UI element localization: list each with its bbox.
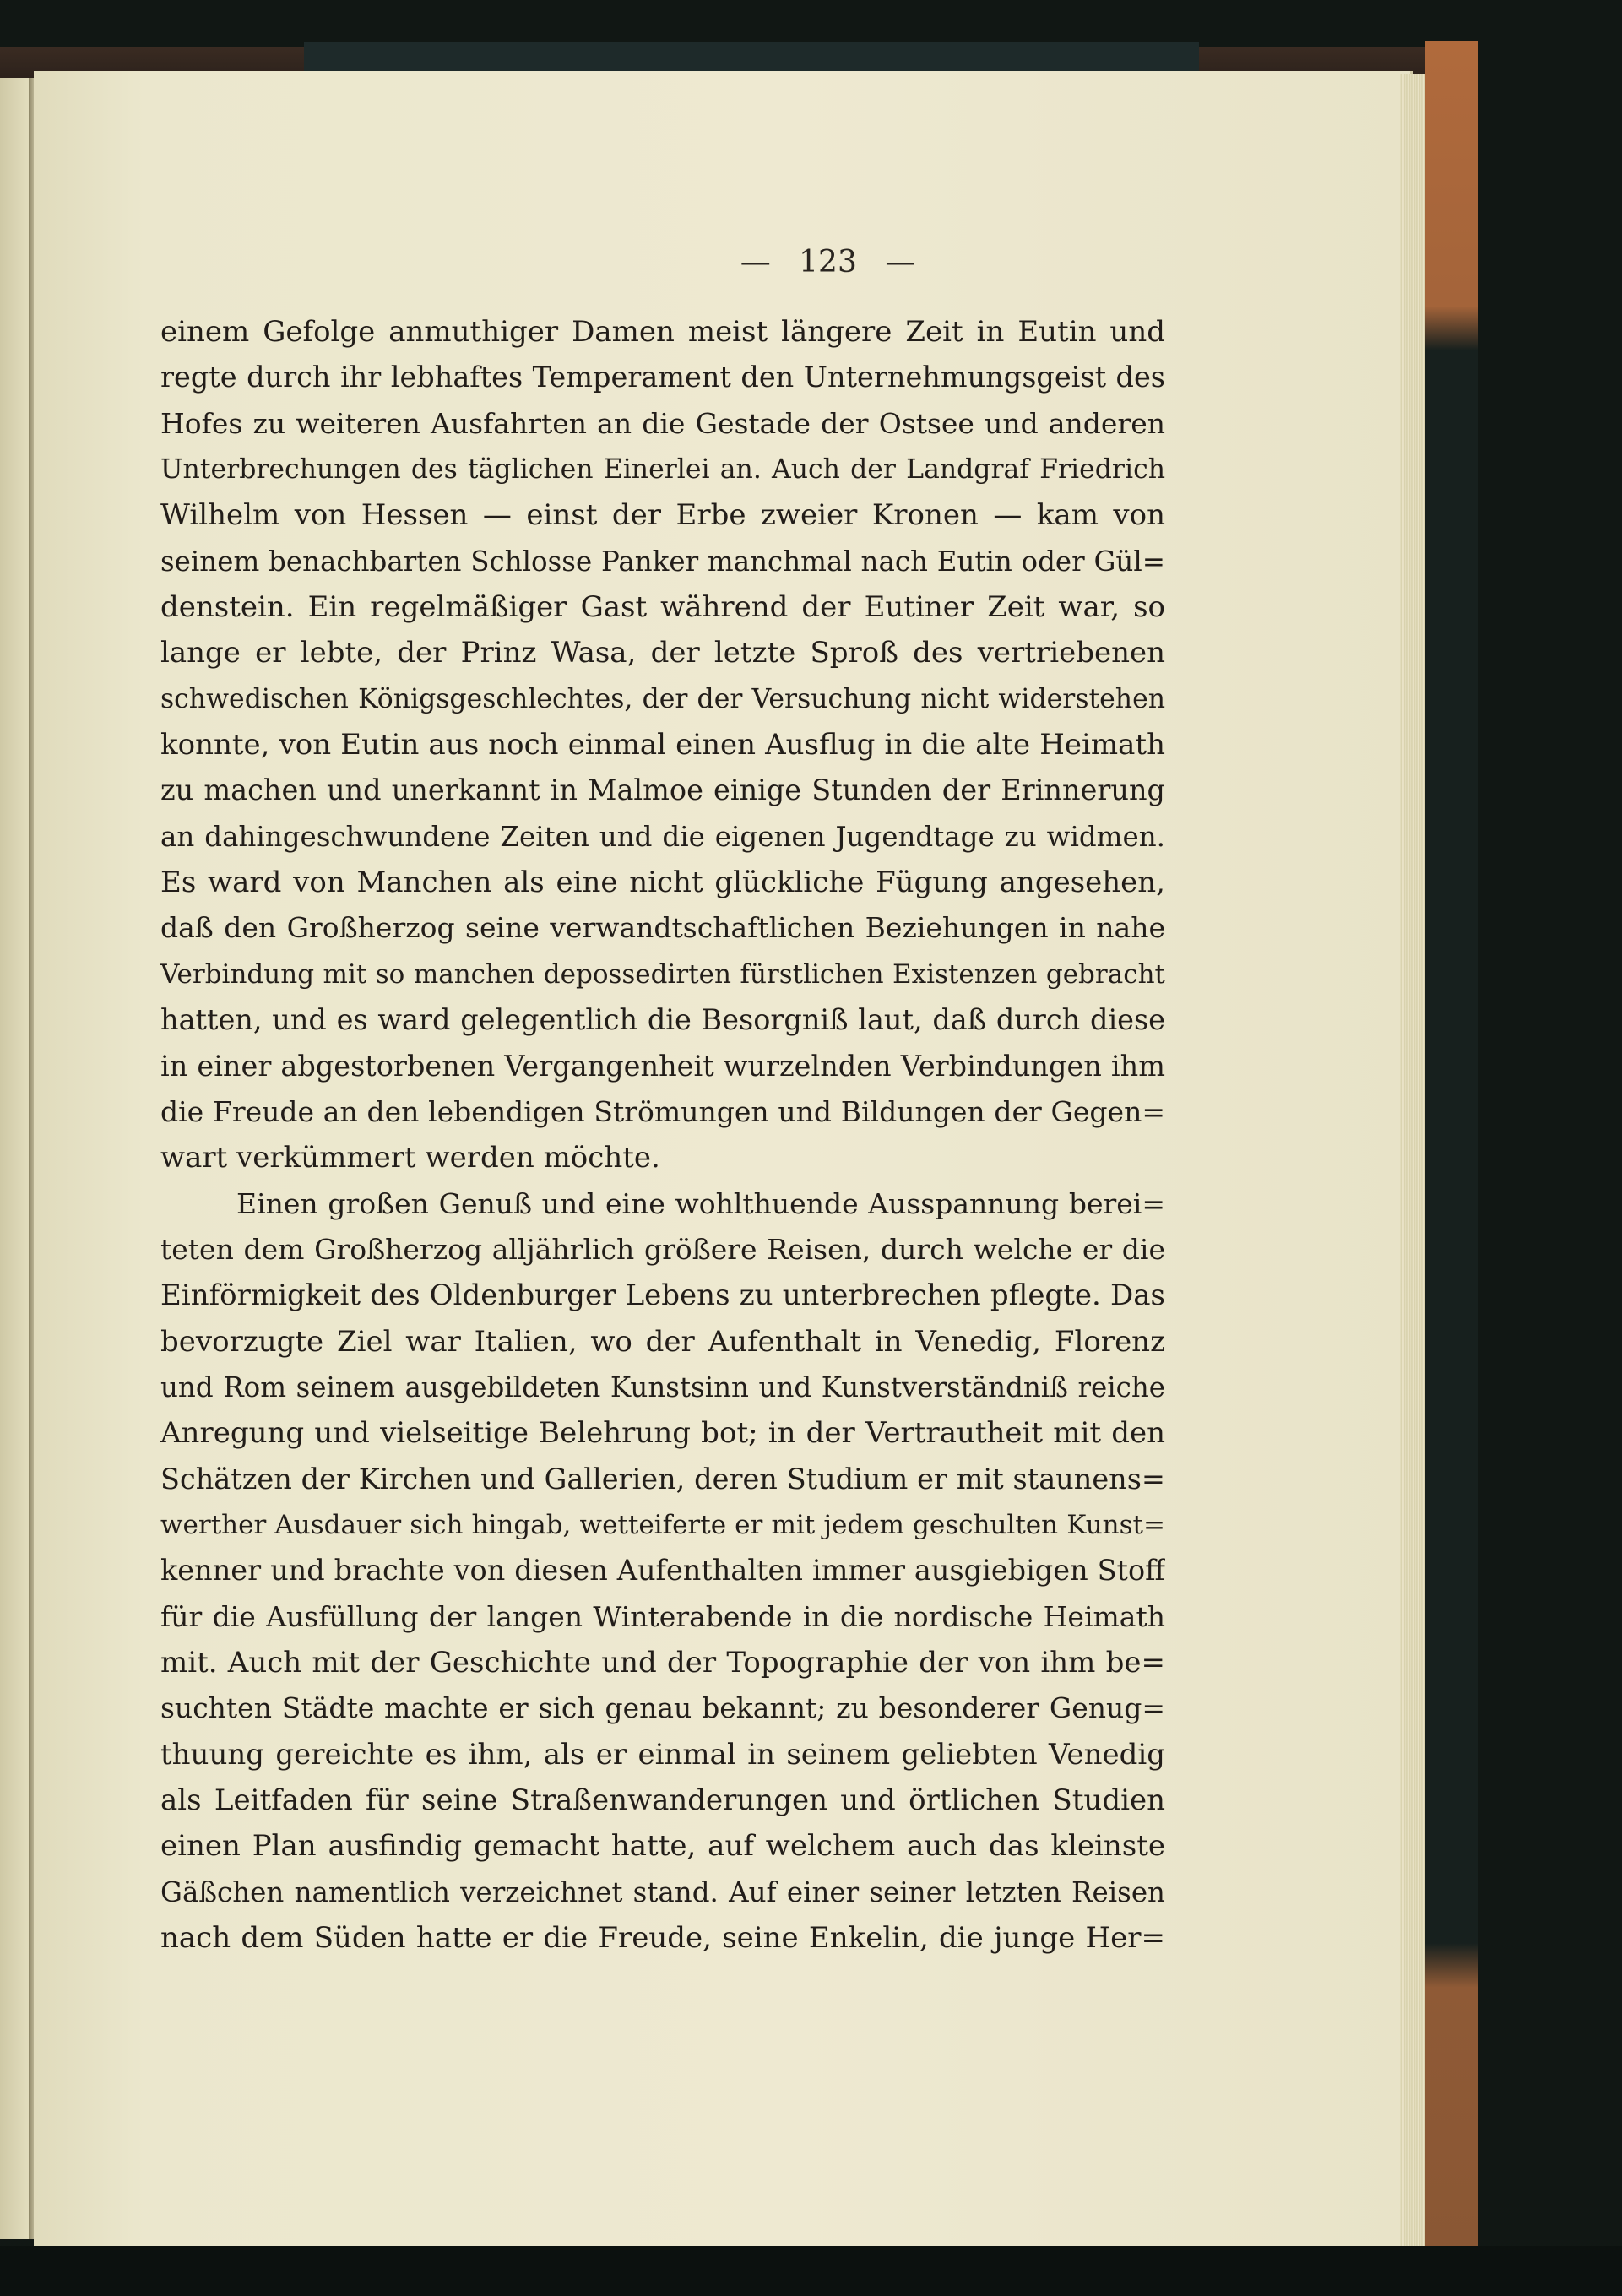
text-line: konnte, von Eutin aus noch einmal einen Ausflug in die alte Heimath: [160, 728, 1165, 763]
text-line: schwedischen Königsgeschlechtes, der der Versuchung nicht widerstehen: [160, 683, 1165, 714]
text-line: Hofes zu weiteren Ausfahrten an die Gestade der Ostsee und anderen: [160, 406, 1165, 440]
text-line: Schätzen der Kirchen und Gallerien, deren Studium er mit staunens=: [160, 1462, 1165, 1495]
text-line: zu machen und unerkannt in Malmoe einige Stunden der Erinnerung: [160, 773, 1165, 807]
text-line: nach dem Süden hatte er die Freude, seine Enkelin, die junge Her=: [160, 1921, 1165, 1956]
text-line: Wilhelm von Hessen — einst der Erbe zweier Kronen — kam von: [160, 498, 1165, 533]
text-line: daß den Großherzog seine verwandtschaftlichen Beziehungen in nahe: [160, 911, 1165, 945]
paragraph-end-line: wart verkümmert werden möchte.: [160, 1141, 660, 1175]
text-line: einem Gefolge anmuthiger Damen meist längere Zeit in Eutin und: [160, 315, 1165, 349]
text-line: thuung gereichte es ihm, als er einmal in seinem geliebten Venedig: [160, 1737, 1165, 1772]
paragraph-start-line: Einen großen Genuß und eine wohlthuende Ausspannung berei=: [236, 1186, 1165, 1220]
text-line: einen Plan ausfindig gemacht hatte, auf welchem auch das kleinste: [160, 1829, 1165, 1864]
text-line: werther Ausdauer sich hingab, wetteiferte er mit jedem geschulten Kunst=: [160, 1509, 1165, 1540]
text-line: die Freude an den lebendigen Strömungen und Bildungen der Gegen=: [160, 1094, 1165, 1128]
text-line: lange er lebte, der Prinz Wasa, der letzte Sproß des vertriebenen: [160, 636, 1165, 670]
text-line: Einförmigkeit des Oldenburger Lebens zu unterbrechen pflegte. Das: [160, 1278, 1165, 1313]
text-line: Anregung und vielseitige Belehrung bot; in der Vertrautheit mit den: [160, 1416, 1165, 1451]
text-line: kenner und brachte von diesen Aufenthalten immer ausgiebigen Stoff: [160, 1554, 1165, 1588]
text-line: teten dem Großherzog alljährlich größere Reisen, durch welche er die: [160, 1232, 1165, 1266]
text-line: Verbindung mit so manchen depossedirten fürstlichen Existenzen gebracht: [160, 958, 1165, 990]
text-line: an dahingeschwundene Zeiten und die eigenen Jugendtage zu widmen.: [160, 820, 1165, 853]
text-line: Unterbrechungen des täglichen Einerlei an. Auch der Landgraf Friedrich: [160, 454, 1165, 486]
text-line: für die Ausfüllung der langen Winterabende in die nordische Heimath: [160, 1599, 1165, 1633]
text-line: bevorzugte Ziel war Italien, wo der Aufenthalt in Venedig, Florenz: [160, 1324, 1165, 1359]
page-number: 123: [799, 245, 857, 280]
page-number-dash-left: —: [740, 245, 771, 280]
text-line: hatten, und es ward gelegentlich die Besorgniß laut, daß durch diese: [160, 1003, 1165, 1037]
text-line: suchten Städte machte er sich genau bekannt; zu besonderer Genug=: [160, 1691, 1165, 1725]
text-line: regte durch ihr lebhaftes Temperament den Unternehmungsgeist des: [160, 361, 1165, 394]
page-block-edges: [1400, 74, 1425, 2253]
book-cover-right-edge: [1425, 41, 1478, 2253]
text-line: seinem benachbarten Schlosse Panker manchmal nach Eutin oder Gül=: [160, 545, 1165, 578]
bottom-background: [0, 2246, 1622, 2296]
text-line: und Rom seinem ausgebildeten Kunstsinn und Kunstverständniß reiche: [160, 1371, 1165, 1403]
page-number-header: [0, 245, 1622, 280]
text-line: denstein. Ein regelmäßiger Gast während der Eutiner Zeit war, so: [160, 590, 1165, 625]
page-number-dash-right: —: [885, 245, 916, 280]
text-line: als Leitfaden für seine Straßenwanderungen und örtlichen Studien: [160, 1783, 1165, 1817]
text-line: Es ward von Manchen als eine nicht glückliche Fügung angesehen,: [160, 866, 1165, 900]
body-text: [160, 309, 1165, 1961]
text-line: in einer abgestorbenen Vergangenheit wurzelnden Verbindungen ihm: [160, 1049, 1165, 1083]
left-page-edge: [0, 78, 32, 2239]
text-line: Gäßchen namentlich verzeichnet stand. Auf einer seiner letzten Reisen: [160, 1875, 1165, 1908]
text-line: mit. Auch mit der Geschichte und der Topographie der von ihm be=: [160, 1645, 1165, 1680]
